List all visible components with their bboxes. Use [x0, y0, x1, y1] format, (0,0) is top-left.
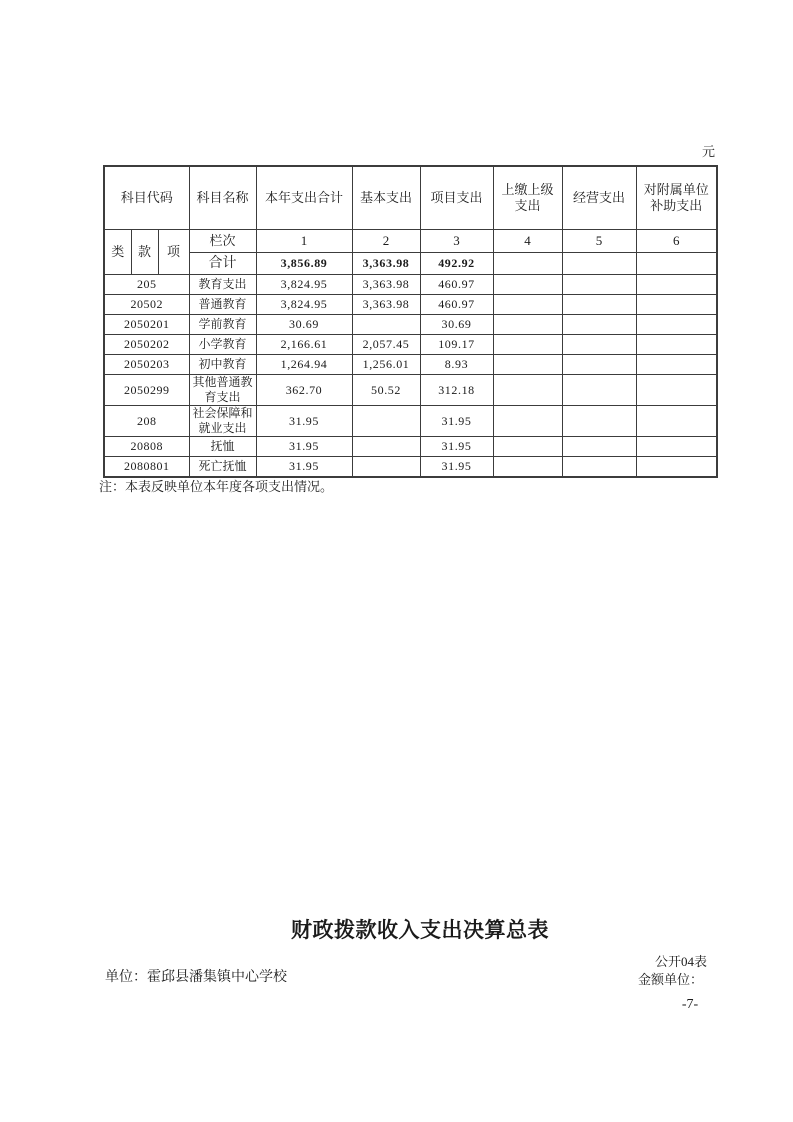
- cell-value: [636, 355, 717, 375]
- cell-value: 362.70: [256, 375, 352, 406]
- subheader-item: 项: [158, 230, 189, 275]
- cell-value: [493, 457, 562, 478]
- cell-subject-code: 2080801: [104, 457, 189, 478]
- cell-subject-name: 学前教育: [189, 315, 256, 335]
- table-row: [104, 295, 717, 315]
- column-number: 1: [256, 230, 352, 253]
- cell-value: 2,057.45: [352, 335, 420, 355]
- cell-value: [562, 457, 636, 478]
- expenditure-table: [103, 165, 718, 478]
- cell-value: [636, 457, 717, 478]
- table-row: [104, 437, 717, 457]
- subheader-section: 款: [131, 230, 158, 275]
- cell-value: [562, 437, 636, 457]
- table-footnote: 注：本表反映单位本年度各项支出情况。: [99, 479, 334, 494]
- cell-subject-code: 2050202: [104, 335, 189, 355]
- cell-subject-name: 其他普通教育支出: [189, 375, 256, 406]
- column-number: 6: [636, 230, 717, 253]
- cell-value: [493, 335, 562, 355]
- table-row: [104, 315, 717, 335]
- cell-value: [493, 406, 562, 437]
- cell-subject-name: 普通教育: [189, 295, 256, 315]
- cell-subject-name: 教育支出: [189, 275, 256, 295]
- cell-value: 1,256.01: [352, 355, 420, 375]
- cell-value: 1,264.94: [256, 355, 352, 375]
- cell-value: [636, 335, 717, 355]
- cell-subject-code: 208: [104, 406, 189, 437]
- header-subject-name: 科目名称: [189, 166, 256, 230]
- cell-value: [493, 437, 562, 457]
- cell-subject-name: 小学教育: [189, 335, 256, 355]
- header-column: 本年支出合计: [256, 166, 352, 230]
- header-column: 对附属单位补助支出: [636, 166, 717, 230]
- table-header-row: [104, 166, 717, 230]
- cell-value: 460.97: [420, 275, 493, 295]
- page-number: -7-: [681, 997, 699, 1012]
- cell-value: [636, 295, 717, 315]
- cell-value: [636, 375, 717, 406]
- cell-value: 3,363.98: [352, 275, 420, 295]
- table-row: [104, 457, 717, 478]
- cell-value: 8.93: [420, 355, 493, 375]
- total-value: 492.92: [420, 253, 493, 275]
- header-column: 项目支出: [420, 166, 493, 230]
- cell-value: 109.17: [420, 335, 493, 355]
- cell-subject-name: 抚恤: [189, 437, 256, 457]
- header-column: 基本支出: [352, 166, 420, 230]
- cell-value: 31.95: [256, 437, 352, 457]
- column-number: 5: [562, 230, 636, 253]
- unit-name-label: 单位：霍邱县潘集镇中心学校: [105, 970, 287, 985]
- cell-subject-name: 死亡抚恤: [189, 457, 256, 478]
- cell-value: [562, 295, 636, 315]
- cell-value: 460.97: [420, 295, 493, 315]
- cell-subject-code: 2050203: [104, 355, 189, 375]
- table-subheader-row: [104, 230, 717, 253]
- cell-value: 2,166.61: [256, 335, 352, 355]
- header-column: 经营支出: [562, 166, 636, 230]
- cell-subject-code: 20808: [104, 437, 189, 457]
- subheader-row-label: 栏次: [189, 230, 256, 253]
- cell-value: [562, 406, 636, 437]
- public-table-code: 公开04表: [654, 954, 707, 969]
- cell-value: 31.95: [420, 457, 493, 478]
- column-number: 3: [420, 230, 493, 253]
- cell-value: [493, 315, 562, 335]
- cell-value: [493, 295, 562, 315]
- cell-value: [636, 406, 717, 437]
- table-row: [104, 375, 717, 406]
- table-row: [104, 275, 717, 295]
- subheader-class: 类: [104, 230, 131, 275]
- cell-value: [562, 315, 636, 335]
- cell-subject-name: 初中教育: [189, 355, 256, 375]
- cell-value: 31.95: [420, 437, 493, 457]
- column-number: 4: [493, 230, 562, 253]
- cell-value: 31.95: [256, 457, 352, 478]
- cell-value: 312.18: [420, 375, 493, 406]
- cell-subject-code: 205: [104, 275, 189, 295]
- total-label: 合计: [189, 253, 256, 275]
- column-number: 2: [352, 230, 420, 253]
- cell-value: [352, 457, 420, 478]
- total-value: [493, 253, 562, 275]
- table-row: [104, 406, 717, 437]
- header-subject-code: 科目代码: [104, 166, 189, 230]
- cell-subject-name: 社会保障和就业支出: [189, 406, 256, 437]
- total-value: [636, 253, 717, 275]
- cell-value: [562, 275, 636, 295]
- cell-value: 3,824.95: [256, 275, 352, 295]
- cell-value: [352, 315, 420, 335]
- total-row: [104, 253, 717, 275]
- next-table-title: 财政拨款收入支出决算总表: [291, 919, 549, 942]
- cell-subject-code: 20502: [104, 295, 189, 315]
- total-value: 3,363.98: [352, 253, 420, 275]
- cell-value: [352, 406, 420, 437]
- cell-value: [493, 275, 562, 295]
- total-value: 3,856.89: [256, 253, 352, 275]
- cell-value: [493, 375, 562, 406]
- table-row: [104, 335, 717, 355]
- cell-value: [636, 275, 717, 295]
- cell-value: [636, 437, 717, 457]
- cell-value: 3,363.98: [352, 295, 420, 315]
- cell-value: 50.52: [352, 375, 420, 406]
- cell-value: 30.69: [256, 315, 352, 335]
- cell-value: [562, 335, 636, 355]
- cell-value: 31.95: [256, 406, 352, 437]
- cell-value: 30.69: [420, 315, 493, 335]
- cell-value: [636, 315, 717, 335]
- cell-value: [562, 375, 636, 406]
- cell-subject-code: 2050299: [104, 375, 189, 406]
- cell-value: [562, 355, 636, 375]
- cell-value: [493, 355, 562, 375]
- cell-subject-code: 2050201: [104, 315, 189, 335]
- cell-value: 3,824.95: [256, 295, 352, 315]
- header-column: 上缴上级支出: [493, 166, 562, 230]
- currency-unit-label: 元: [701, 144, 715, 159]
- amount-unit-label: 金额单位：: [637, 972, 703, 987]
- table-row: [104, 355, 717, 375]
- cell-value: [352, 437, 420, 457]
- cell-value: 31.95: [420, 406, 493, 437]
- total-value: [562, 253, 636, 275]
